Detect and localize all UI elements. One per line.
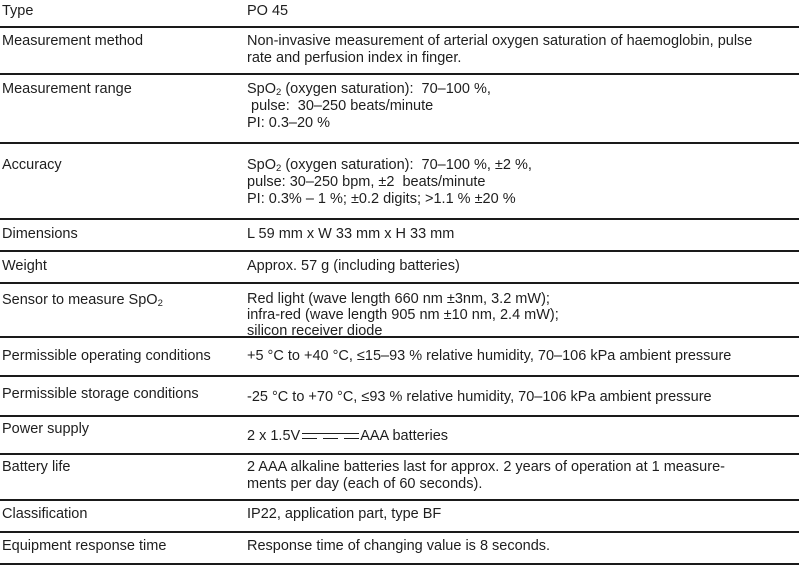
subscript-2: 2 — [157, 298, 163, 309]
voltage-text: 2 x 1.5V — [247, 428, 301, 444]
value-line: +5 °C to +40 °C, ≤15–93 % relative humidity, 70–106 kPa ambient pressure — [247, 348, 732, 364]
value-line: pulse: 30–250 bpm, ±2 beats/minute — [247, 174, 486, 190]
table-row-dimensions — [0, 220, 799, 252]
row-value — [247, 81, 491, 132]
value-line: PO 45 — [247, 3, 289, 19]
row-value — [247, 428, 448, 445]
table-row-battery-life — [0, 455, 799, 501]
value-line: IP22, application part, type BF — [247, 506, 442, 522]
table-row-power-supply — [0, 417, 799, 455]
row-value — [247, 459, 725, 493]
row-value — [247, 291, 559, 339]
value-line: -25 °C to +70 °C, ≤93 % relative humidity, 70–106 kPa ambient pressure — [247, 389, 712, 405]
row-label — [2, 292, 163, 309]
row-label: Classification — [2, 506, 88, 522]
row-label: Type — [2, 3, 34, 19]
row-value — [247, 226, 454, 243]
value-line: Red light (wave length 660 nm ±3nm, 3.2 mW); — [247, 291, 550, 307]
row-label: Accuracy — [2, 157, 62, 173]
value-line: ments per day (each of 60 seconds). — [247, 476, 483, 492]
value-line: PI: 0.3–20 % — [247, 115, 331, 131]
row-value — [247, 33, 752, 67]
row-label: Permissible storage conditions — [2, 386, 199, 402]
row-value — [247, 389, 712, 406]
spo2-accuracy-text: (oxygen saturation): 70–100 %, ±2 %, — [281, 157, 532, 173]
value-line: rate and perfusion index in finger. — [247, 50, 462, 66]
dc-voltage-icon — [302, 431, 359, 441]
table-row-operating-conditions — [0, 338, 799, 377]
spo2-text: SpO — [247, 81, 277, 97]
battery-type-text: AAA batteries — [360, 428, 449, 444]
row-label: Equipment response time — [2, 538, 167, 554]
row-label: Permissible operating conditions — [2, 348, 211, 364]
table-row-measurement-method — [0, 28, 799, 75]
table-row-sensor — [0, 284, 799, 338]
value-line: silicon receiver diode — [247, 323, 383, 339]
value-line: 2 AAA alkaline batteries last for approx. 2 years of operation at 1 measure- — [247, 459, 725, 475]
value-line: pulse: 30–250 beats/minute — [247, 98, 434, 114]
table-row-storage-conditions — [0, 377, 799, 417]
spo2-range-text: (oxygen saturation): 70–100 %, — [281, 81, 491, 97]
row-label: Measurement range — [2, 81, 132, 97]
label-text: Sensor to measure SpO — [2, 292, 158, 308]
row-value — [247, 538, 550, 555]
value-line: Non-invasive measurement of arterial oxygen saturation of haemoglobin, pulse — [247, 33, 753, 49]
value-line: L 59 mm x W 33 mm x H 33 mm — [247, 226, 455, 242]
row-value — [247, 258, 460, 275]
subscript-2: 2 — [276, 163, 282, 174]
row-value — [247, 3, 288, 20]
table-row-accuracy — [0, 144, 799, 220]
row-label: Battery life — [2, 459, 71, 475]
value-line-spo2 — [247, 157, 532, 174]
value-line: infra-red (wave length 905 nm ±10 nm, 2.4 mW); — [247, 307, 559, 323]
table-row-weight — [0, 252, 799, 284]
row-label: Weight — [2, 258, 47, 274]
row-value — [247, 157, 532, 208]
value-line: Approx. 57 g (including batteries) — [247, 258, 460, 274]
subscript-2: 2 — [276, 87, 282, 98]
table-row-type — [0, 0, 799, 28]
table-row-measurement-range — [0, 75, 799, 144]
row-label: Measurement method — [2, 33, 144, 49]
value-line: PI: 0.3% – 1 %; ±0.2 digits; >1.1 % ±20 % — [247, 191, 516, 207]
table-row-response-time — [0, 533, 799, 565]
spo2-text: SpO — [247, 157, 277, 173]
value-line — [247, 428, 448, 445]
table-row-classification — [0, 501, 799, 533]
row-value — [247, 348, 731, 365]
row-label: Power supply — [2, 421, 90, 437]
row-value — [247, 506, 441, 523]
value-line: Response time of changing value is 8 seconds. — [247, 538, 551, 554]
row-label: Dimensions — [2, 226, 78, 242]
value-line-spo2 — [247, 81, 491, 98]
